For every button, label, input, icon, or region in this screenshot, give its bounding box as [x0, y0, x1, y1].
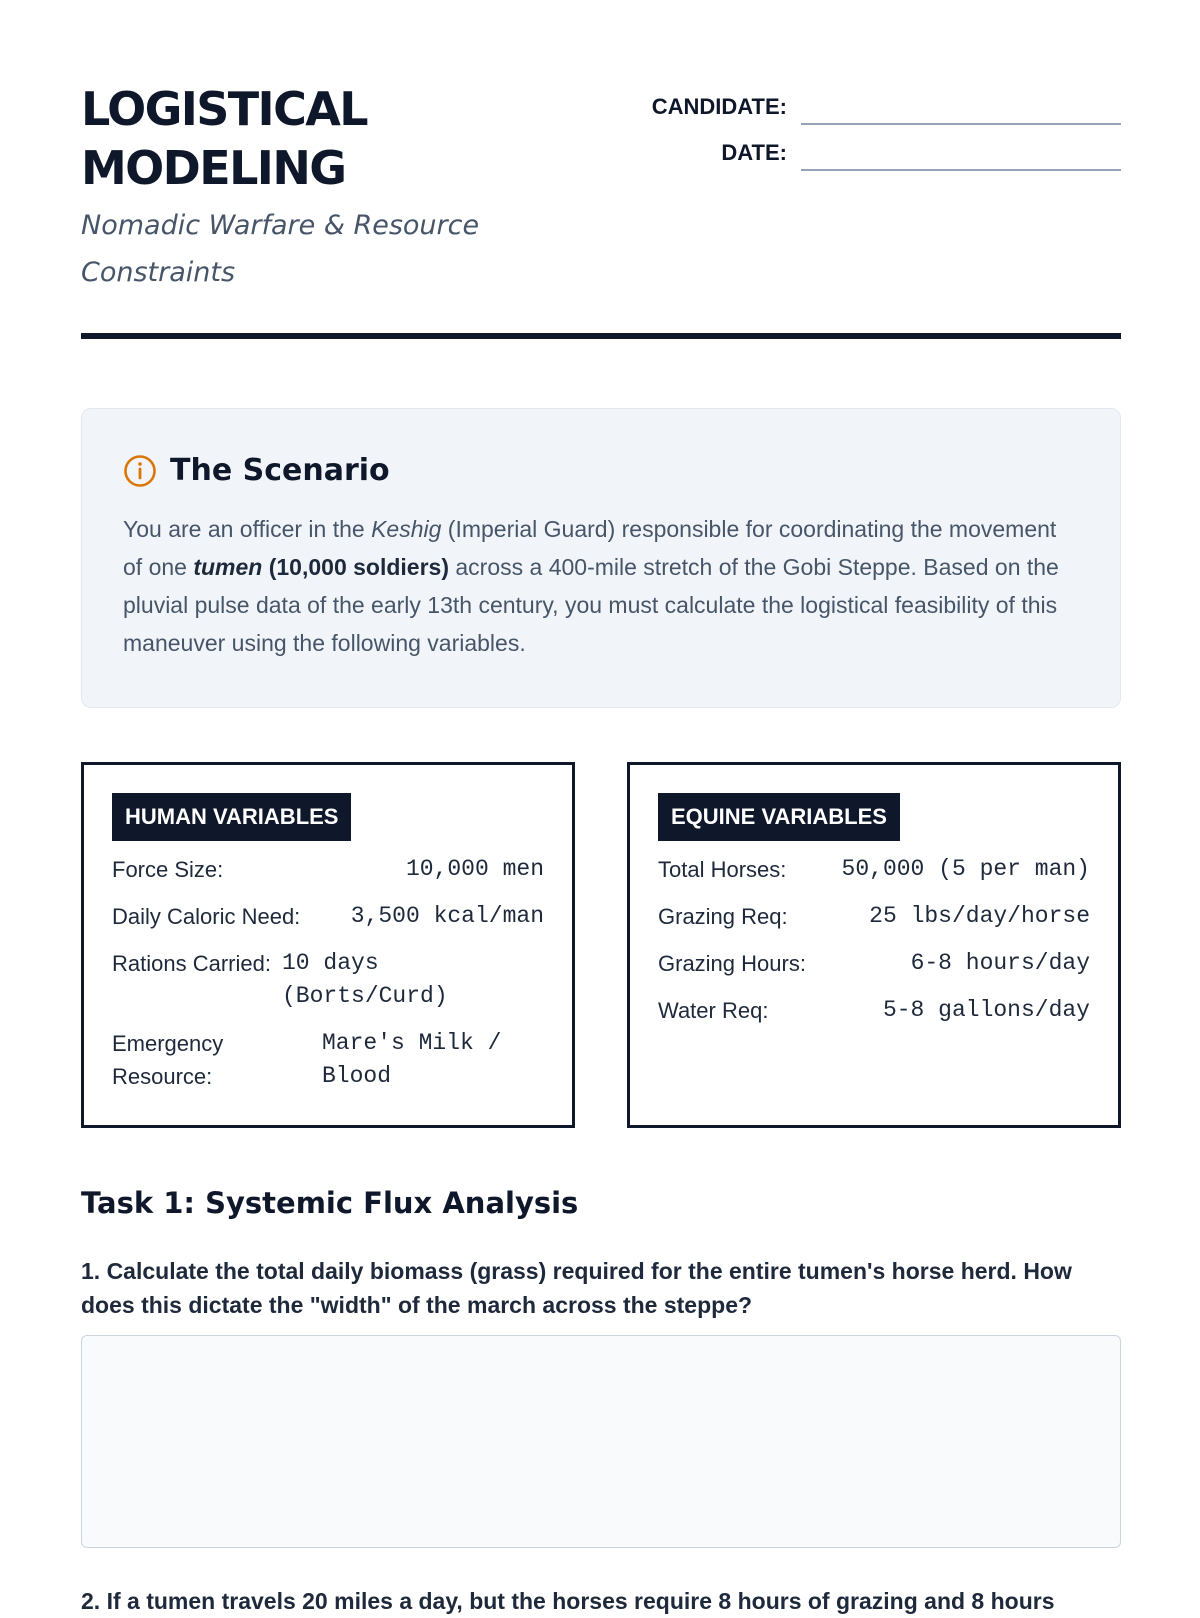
- date-row: [641, 126, 1121, 172]
- title-line-1: LOGISTICAL: [81, 82, 367, 136]
- variable-value: 3,500 kcal/man: [350, 903, 544, 929]
- equine-variables-tag: EQUINE VARIABLES: [658, 793, 900, 841]
- variable-row: [658, 994, 1090, 1027]
- equine-variables-list: [658, 853, 1090, 1027]
- scenario-text-part-1: You are an officer in the: [123, 516, 372, 542]
- answer-box-1[interactable]: [81, 1335, 1121, 1548]
- header-divider: [81, 333, 1121, 339]
- variable-row: [658, 853, 1090, 886]
- scenario-box: [81, 408, 1121, 708]
- scenario-title: The Scenario: [170, 453, 390, 488]
- header: [81, 80, 1121, 340]
- variable-value: 5-8 gallons/day: [882, 997, 1090, 1023]
- date-field[interactable]: [801, 169, 1121, 171]
- keshig-term: Keshig: [371, 516, 442, 542]
- variable-value: 6-8 hours/day: [910, 950, 1090, 976]
- soldiers-count: (10,000 soldiers): [262, 554, 449, 580]
- date-label: DATE:: [721, 140, 787, 165]
- candidate-field[interactable]: [801, 123, 1121, 125]
- human-variables-list: [112, 853, 544, 1093]
- scenario-text: [123, 510, 1080, 662]
- variable-label: Emergency Resource:: [112, 1031, 224, 1089]
- variable-label: Grazing Req:: [658, 904, 788, 929]
- human-variables-card: [81, 762, 575, 1128]
- page-title: [81, 80, 551, 198]
- variable-row: [112, 947, 544, 1013]
- question-1: 1. Calculate the total daily biomass (grass) required for the entire tumen's horse herd. How does this dictate the "width" of the march across the steppe?: [81, 1258, 1072, 1318]
- task-1-title: Task 1: Systemic Flux Analysis: [81, 1186, 579, 1220]
- variable-label: Force Size:: [112, 857, 224, 882]
- variable-label: Water Req:: [658, 998, 769, 1023]
- tumen-term: tumen: [193, 554, 263, 580]
- candidate-label: CANDIDATE:: [651, 94, 787, 119]
- variable-row: [658, 947, 1090, 980]
- subtitle-line-1: Nomadic Warfare & Resource: [81, 210, 480, 241]
- equine-variables-card: [627, 762, 1121, 1128]
- variable-label: Daily Caloric Need:: [112, 904, 301, 929]
- page-subtitle: [81, 202, 551, 296]
- human-variables-tag: HUMAN VARIABLES: [112, 793, 351, 841]
- variable-row: [112, 900, 544, 933]
- variable-label: Rations Carried:: [112, 951, 271, 976]
- variable-value: Mare's Milk / Blood: [322, 1030, 502, 1089]
- candidate-row: [641, 80, 1121, 126]
- variable-value: 25 lbs/day/horse: [869, 903, 1090, 929]
- variable-value: 10 days (Borts/Curd): [282, 950, 448, 1009]
- variable-value: 10,000 men: [405, 856, 544, 882]
- variable-value: 50,000 (5 per man): [841, 856, 1090, 882]
- scenario-header: [123, 453, 1080, 488]
- subtitle-line-2: Constraints: [81, 257, 236, 288]
- title-line-2: MODELING: [81, 141, 346, 195]
- question-2: 2. If a tumen travels 20 miles a day, but the horses require 8 hours of grazing and 8 hours: [81, 1588, 1055, 1614]
- variable-row: [112, 853, 544, 886]
- scenario-text-part-3: across a 400-mile stretch of the Gobi Steppe. Based on the pluvial pulse data of the early 13th century, you must calculate the logistical feasibility of this maneuver using the following variables.: [123, 554, 1059, 656]
- variable-label: Grazing Hours:: [658, 951, 806, 976]
- variable-row: [112, 1027, 544, 1093]
- variable-row: [658, 900, 1090, 933]
- title-block: [81, 80, 551, 296]
- candidate-meta: [641, 80, 1121, 172]
- info-icon: [123, 454, 157, 488]
- variable-label: Total Horses:: [658, 857, 787, 882]
- scenario-text-part-2: (Imperial Guard) responsible for coordinating the movement of one: [123, 516, 1057, 580]
